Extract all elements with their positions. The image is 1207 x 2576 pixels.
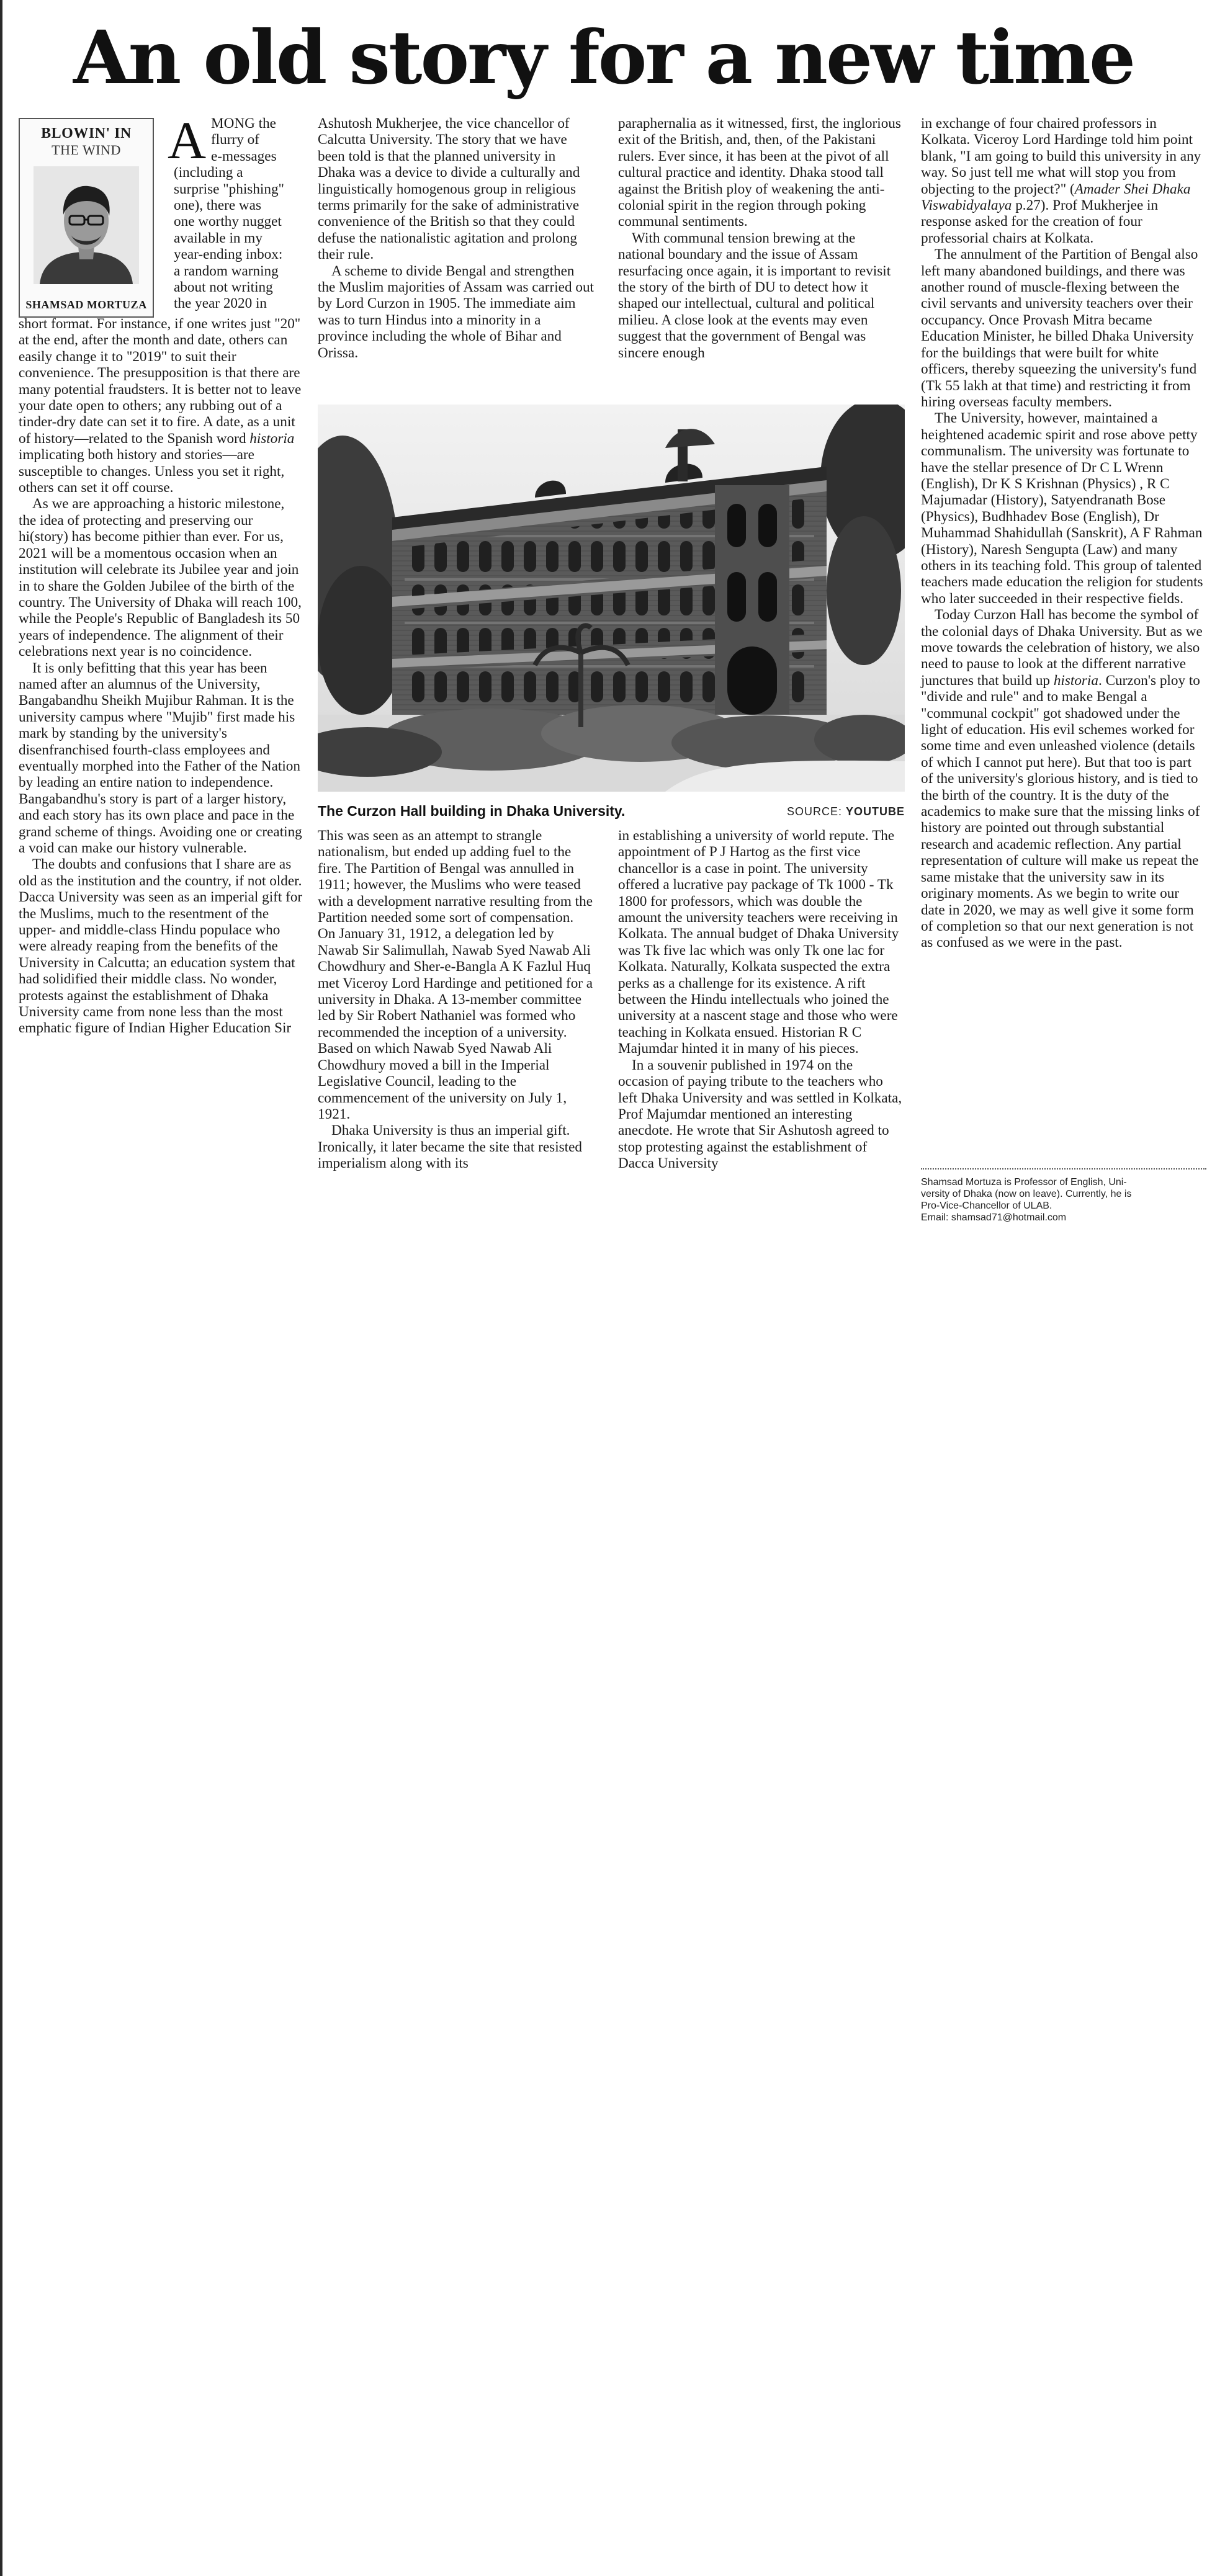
page-left-rule	[0, 0, 2, 2576]
intro-line: year-ending inbox:	[174, 246, 283, 263]
author-bio	[921, 1176, 1206, 1223]
intro-line: one), there was	[174, 197, 261, 214]
column-title: BLOWIN' IN	[41, 125, 132, 141]
bio-line: Shamsad Mortuza is Professor of English, Uni-	[921, 1177, 1127, 1187]
intro-line: a random warning	[174, 262, 279, 279]
article-column-2-top	[318, 115, 595, 361]
intro-line: MONG the	[211, 115, 276, 132]
bio-line: Pro-Vice-Chancellor of ULAB.	[921, 1201, 1052, 1211]
curzon-hall-illustration	[318, 405, 905, 792]
paragraph: Dhaka University is thus an imperial gift. Ironically, it later became the site that resisted imperialism along with its	[318, 1122, 583, 1172]
intro-line: surprise "phishing"	[174, 181, 285, 197]
intro-line: (including a	[174, 164, 243, 181]
intro-line: the year 2020 in	[174, 295, 267, 312]
paragraph: It is only befitting that this year has been named after an alumnus of the University, Bangabandhu Sheikh Mujibur Rahman. It is the university campus where "Mujib" first made his mark by standing by the university's disenfranchised fourth-class employees and eventually morphed into the Father of the Nation by leading an entire nation to independence. Bangabandhu's story is part of a larger history, and each story has its own place and pace in the grand scheme of things. Avoiding one or creating a void can make our history vulnerable.	[19, 660, 302, 856]
source-name: YOUTUBE	[845, 805, 905, 818]
intro-line: one worthy nugget	[174, 213, 282, 230]
paragraph: The annulment of the Partition of Bengal also left many abandoned buildings, and there was another round of muscle-flexing between the civil servants and university teachers over their occupancy. Once Provash Mitra became Education Minister, he billed Dhaka University for the buildings that were built for white officers, thereby squeezing the university's fund (Tk 55 lakh at that time) and restricting it from hiring overseas faculty members.	[921, 246, 1198, 410]
paragraph: Ashutosh Mukherjee, the vice chancellor of Calcutta University. The story that we have been told is that the planned university in Dhaka was a device to divide a culturally and linguistically homogenous group in religious terms primarily for the sake of administrative convenience of the British so that they could defuse the nationalistic agitation and prolong their rule.	[318, 115, 580, 263]
article-column-3-top	[618, 115, 905, 361]
article-column-1	[19, 316, 303, 1037]
paragraph: Today Curzon Hall has become the symbol of the colonial days of Dhaka University. But as we move towards the celebration of history, we also need to pause to look at the different narrative junctures that build up historia. Curzon's ploy to "divide and rule" and to make Bengal a "communal cockpit" got shadowed under the light of education. His evil schemes worked for some time and even unleashed violence (details of which I cannot put here). But that too is part of the university's glorious history, and is tied to the birth of the country. It is the duty of the academics to make sure that the missing links of history are pointed out through substantial research and academic reflection. Any partial representation of culture will make us repeat the same mistake that the university saw in its originary moments. As we begin to write our date in 2020, we may as well give it some form of completion so that our next generation is not as confused as we were in the past.	[921, 607, 1203, 951]
paragraph: in establishing a university of world repute. The appointment of P J Hartog as the first vice chancellor is a case in point. The university offered a lucrative pay package of Tk 1000 - Tk 1800 for professors, which was double the amount the university teachers were receiving in Kolkata. The annual budget of Dhaka University was Tk five lac which was only Tk one lac for Kolkata. Naturally, Kolkata suspected the extra perks as a challenge for its existence. A rift between the Hindu intellectuals who joined the university at a nascent stage and those who were teaching in Kolkata ensued. Historian R C Majumdar hinted it in many of his pieces.	[618, 828, 899, 1057]
bio-email[interactable]: Email: shamsad71@hotmail.com	[921, 1212, 1067, 1223]
paragraph: The doubts and confusions that I share are as old as the institution and the country, if not older. Dacca University was seen as an imperial gift for the Muslims, much to the resentment of the upper- and middle-class Hindu populace who were already reaping from the benefits of the University in Calcutta; an education system that had solidified their middle class. No wonder, protests against the establishment of Dhaka University came from none less than the most emphatic figure of Indian Higher Education Sir	[19, 856, 303, 1037]
paragraph: paraphernalia as it witnessed, first, the inglorious exit of the British, and, then, of the Pakistani rulers. Ever since, it has been at the pivot of all cultural practice and identity. Dhaka stood tall against the British ploy of weakening the anti-colonial spirit in the region through poking communal sentiments.	[618, 115, 901, 230]
intro-line: about not writing	[174, 279, 273, 296]
photo-source	[787, 805, 905, 818]
paragraph: As we are approaching a historic milestone, the idea of protecting and preserving our hi(story) has become pithier than ever. For us, 2021 will be a momentous occasion when an institution will celebrate its Jubilee year and join in to share the Golden Jubilee of the birth of the country. The University of Dhaka will reach 100, while the People's Republic of Bangladesh its 50 years of independence. The alignment of their celebrations next year is no coincidence.	[19, 496, 302, 660]
author-portrait	[34, 166, 139, 284]
column-author-name: SHAMSAD MORTUZA	[25, 298, 147, 311]
paragraph: The University, however, maintained a heightened academic spirit and rose above petty communalism. The university was fortunate to have the stellar presence of Dr C L Wrenn (English), Dr K S Krishnan (Physics) , R C Majumadar (History), Satyendranath Bose (Physics), Budhhadev Bose (English), Dr Muhammad Shahidullah (Sanskrit), A F Rahman (History), Naresh Sengupta (Law) and many others in its teaching fold. This group of talented teachers made education the religion for students who later succeeded in their respective fields.	[921, 410, 1203, 607]
article-column-3-bottom	[618, 828, 905, 1172]
paragraph: A scheme to divide Bengal and strengthen the Muslim majorities of Assam was carried out by Lord Curzon in 1905. The immediate aim was to turn Hindus into a minority in a province including the whole of Bihar and Orissa.	[318, 262, 594, 361]
source-label: SOURCE:	[786, 805, 842, 818]
intro-line: available in my	[174, 230, 262, 246]
bio-divider	[921, 1168, 1206, 1169]
article-column-4	[921, 115, 1206, 951]
bio-line: versity of Dhaka (now on leave). Currently, he is	[921, 1189, 1132, 1199]
photo-caption: The Curzon Hall building in Dhaka University.	[318, 803, 626, 819]
paragraph: in exchange of four chaired professors in Kolkata. Viceroy Lord Hardinge told him point blank, "I am going to build this university in any way. So just tell me what will stop you from objecting to the project?" (Amader Shei Dhaka Viswabidyalaya p.27). Prof Mukherjee in response asked for the creation of four professorial chairs at Kolkata.	[921, 115, 1201, 246]
paragraph: With communal tension brewing at the national boundary and the issue of Assam resurfacing once again, it is important to revisit the story of the birth of DU to detect how it shaped our intellectual, cultural and political milieu. A close look at the events may even suggest that the government of Bengal was sincere enough	[618, 230, 891, 361]
column-byline-box	[19, 118, 154, 318]
intro-line: e-messages	[211, 148, 277, 164]
article-column-2-bottom	[318, 828, 595, 1172]
intro-line: flurry of	[211, 132, 259, 148]
curzon-hall-photo	[318, 405, 905, 792]
intro-wrapped-text	[174, 115, 303, 312]
paragraph: This was seen as an attempt to strangle nationalism, but ended up adding fuel to the fire. The Partition of Bengal was annulled in 1911; however, the Muslims who were teased with a development narrative resulting from the Partition needed some sort of compensation. On January 31, 1912, a delegation led by Nawab Sir Salimullah, Nawab Syed Nawab Ali Chowdhury and Sher-e-Bangla A K Fazlul Huq met Viceroy Lord Hardinge and petitioned for a university in Dhaka. A 13-member committee led by Sir Robert Nathaniel was formed who recommended the inception of a university. Based on which Nawab Syed Nawab Ali Chowdhury moved a bill in the Imperial Legislative Council, leading to the commencement of the university on July 1, 1921.	[318, 828, 593, 1122]
paragraph: short format. For instance, if one writes just "20" at the end, after the month and date, others can easily change it to "2019" to suit their convenience. The presupposition is that there are many potential fraudsters. It is better not to leave your date open to others; any rubbing out of a tinder-dry date can set it to fire. A date, as a unit of history—related to the Spanish word historia implicating both history and stories—are susceptible to changes. Unless you set it right, others can set it off course.	[19, 316, 302, 496]
column-subtitle: THE WIND	[52, 142, 121, 158]
headline: An old story for a new time	[73, 14, 1134, 101]
drop-cap: A	[168, 110, 207, 170]
paragraph: In a souvenir published in 1974 on the occasion of paying tribute to the teachers who left Dhaka University and was settled in Kolkata, Prof Majumdar mentioned an interesting anecdote. He wrote that Sir Ashutosh agreed to stop protesting against the establishment of Dacca University	[618, 1057, 902, 1172]
